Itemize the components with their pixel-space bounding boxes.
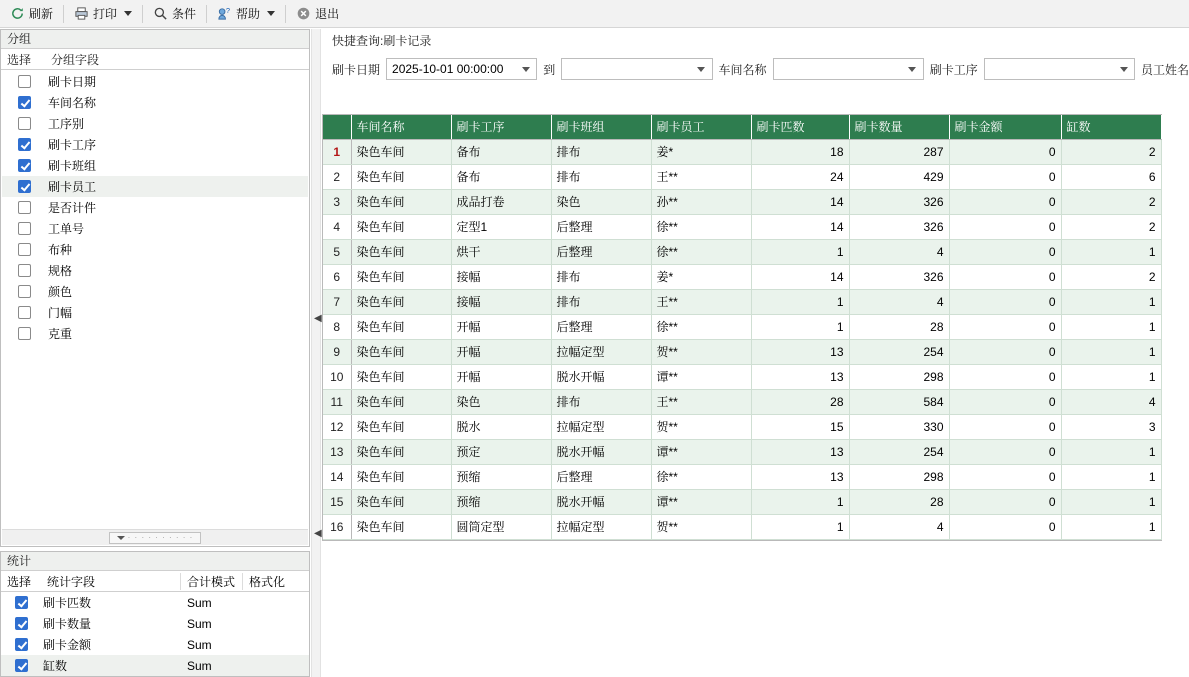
row-number: 6 <box>323 264 351 289</box>
cell-vats: 4 <box>1061 389 1161 414</box>
list-item[interactable] <box>1 613 309 634</box>
cell-vats: 1 <box>1061 489 1161 514</box>
group-item-label-11: 门幅 <box>48 306 73 320</box>
cell-amount: 0 <box>949 264 1061 289</box>
cell-process: 定型1 <box>451 214 551 239</box>
cell-process: 脱水 <box>451 414 551 439</box>
date-to-input[interactable] <box>561 58 712 80</box>
table-row[interactable] <box>323 364 1161 389</box>
stat-checkbox-1[interactable] <box>1 617 41 630</box>
chevron-down-icon[interactable] <box>124 11 132 16</box>
toolbar-separator-4 <box>285 5 286 23</box>
cell-employee: 姜* <box>651 139 751 164</box>
group-item-label-4: 刷卡班组 <box>48 159 97 173</box>
cell-quantity: 584 <box>849 389 949 414</box>
table-row[interactable] <box>323 439 1161 464</box>
group-checkbox-5[interactable] <box>2 180 46 193</box>
group-item-label-12: 克重 <box>48 327 73 341</box>
table-row[interactable] <box>323 389 1161 414</box>
cell-employee: 徐** <box>651 464 751 489</box>
list-item[interactable] <box>2 302 308 323</box>
row-number: 9 <box>323 339 351 364</box>
cell-quantity: 326 <box>849 214 949 239</box>
filter-bar <box>332 55 1189 83</box>
left-panel <box>0 29 310 677</box>
scroll-dots: · · · · · · · · · · <box>127 532 194 542</box>
cell-team: 拉幅定型 <box>551 339 651 364</box>
cell-process: 接幅 <box>451 289 551 314</box>
cell-process: 预缩 <box>451 464 551 489</box>
group-item-label-10: 颜色 <box>48 285 73 299</box>
exit-icon <box>296 6 311 21</box>
cell-amount: 0 <box>949 139 1061 164</box>
exit-label: 退出 <box>315 7 340 21</box>
cell-pieces: 1 <box>751 239 849 264</box>
cell-amount: 0 <box>949 339 1061 364</box>
cell-process: 开幅 <box>451 339 551 364</box>
table-row[interactable] <box>323 289 1161 314</box>
stat-checkbox-3[interactable] <box>1 659 41 672</box>
cell-pieces: 15 <box>751 414 849 439</box>
cell-team: 拉幅定型 <box>551 414 651 439</box>
cell-quantity: 254 <box>849 439 949 464</box>
cell-workshop: 染色车间 <box>351 364 451 389</box>
toolbar-separator-1 <box>63 5 64 23</box>
help-label: 帮助 <box>236 7 261 21</box>
date-from-value: 2025-10-01 00:00:00 <box>392 62 504 76</box>
cell-employee: 王** <box>651 289 751 314</box>
cell-pieces: 14 <box>751 214 849 239</box>
row-number: 15 <box>323 489 351 514</box>
list-item[interactable] <box>2 197 308 218</box>
row-number: 14 <box>323 464 351 489</box>
cell-employee: 贺** <box>651 414 751 439</box>
process-filter-label: 刷卡工序 <box>929 62 978 77</box>
chevron-down-icon-process[interactable] <box>1116 62 1131 77</box>
group-col-select: 选择 <box>7 52 32 67</box>
cell-employee: 王** <box>651 389 751 414</box>
cell-pieces: 1 <box>751 289 849 314</box>
cell-amount: 0 <box>949 214 1061 239</box>
cell-pieces: 14 <box>751 189 849 214</box>
main-toolbar <box>0 0 1189 28</box>
cell-vats: 2 <box>1061 139 1161 164</box>
cell-quantity: 28 <box>849 314 949 339</box>
row-number: 12 <box>323 414 351 439</box>
group-checkbox-10[interactable] <box>2 285 46 298</box>
condition-label: 条件 <box>172 7 197 21</box>
cell-vats: 2 <box>1061 214 1161 239</box>
row-number: 7 <box>323 289 351 314</box>
group-item-label-3: 刷卡工序 <box>48 138 97 152</box>
cell-team: 排布 <box>551 289 651 314</box>
group-checkbox-0[interactable] <box>2 75 46 88</box>
cell-quantity: 298 <box>849 364 949 389</box>
cell-quantity: 330 <box>849 414 949 439</box>
cell-workshop: 染色车间 <box>351 489 451 514</box>
cell-team: 排布 <box>551 139 651 164</box>
date-from-input[interactable] <box>386 58 537 80</box>
table-row[interactable] <box>323 164 1161 189</box>
cell-workshop: 染色车间 <box>351 314 451 339</box>
svg-text:?: ? <box>225 6 231 16</box>
group-horizontal-scrollbar[interactable] <box>2 529 308 545</box>
table-row[interactable] <box>323 339 1161 364</box>
cell-team: 后整理 <box>551 314 651 339</box>
cell-workshop: 染色车间 <box>351 464 451 489</box>
group-item-label-2: 工序别 <box>48 117 85 131</box>
group-checkbox-6[interactable] <box>2 201 46 214</box>
cell-process: 成品打卷 <box>451 189 551 214</box>
help-icon <box>217 6 232 21</box>
cell-employee: 徐** <box>651 314 751 339</box>
stat-item-label-2: 刷卡金额 <box>43 638 92 652</box>
table-row[interactable] <box>323 514 1161 539</box>
print-label: 打印 <box>93 7 118 21</box>
group-item-label-6: 是否计件 <box>48 201 97 215</box>
chevron-down-icon-date-to[interactable] <box>694 62 709 77</box>
cell-pieces: 1 <box>751 489 849 514</box>
cell-pieces: 13 <box>751 339 849 364</box>
row-number: 11 <box>323 389 351 414</box>
cell-workshop: 染色车间 <box>351 514 451 539</box>
cell-amount: 0 <box>949 289 1061 314</box>
stat-col-select: 选择 <box>7 574 32 589</box>
cell-vats: 1 <box>1061 464 1161 489</box>
chevron-down-icon-scroll <box>117 536 125 540</box>
cell-process: 开幅 <box>451 314 551 339</box>
cell-team: 排布 <box>551 264 651 289</box>
chevron-down-icon-workshop[interactable] <box>905 62 920 77</box>
cell-employee: 徐** <box>651 239 751 264</box>
row-number: 2 <box>323 164 351 189</box>
row-number: 16 <box>323 514 351 539</box>
row-number: 4 <box>323 214 351 239</box>
toolbar-separator-2 <box>142 5 143 23</box>
grid-header-workshop[interactable]: 车间名称 <box>351 115 451 139</box>
cell-amount: 0 <box>949 314 1061 339</box>
cell-team: 脱水开幅 <box>551 489 651 514</box>
cell-employee: 谭** <box>651 364 751 389</box>
group-checkbox-12[interactable] <box>2 327 46 340</box>
list-item[interactable] <box>2 113 308 134</box>
cell-amount: 0 <box>949 514 1061 539</box>
cell-workshop: 染色车间 <box>351 189 451 214</box>
cell-vats: 1 <box>1061 514 1161 539</box>
cell-team: 排布 <box>551 389 651 414</box>
list-item[interactable] <box>2 155 308 176</box>
stat-item-mode-1: Sum <box>187 616 212 631</box>
stat-item-mode-2: Sum <box>187 637 212 652</box>
cell-process: 备布 <box>451 139 551 164</box>
date-filter-label: 刷卡日期 <box>332 62 381 77</box>
cell-process: 烘干 <box>451 239 551 264</box>
group-item-label-7: 工单号 <box>48 222 85 236</box>
cell-amount: 0 <box>949 464 1061 489</box>
cell-workshop: 染色车间 <box>351 339 451 364</box>
list-item[interactable] <box>2 323 308 344</box>
statistics-panel <box>0 551 310 677</box>
table-row[interactable] <box>323 214 1161 239</box>
cell-employee: 谭** <box>651 489 751 514</box>
list-item[interactable] <box>2 92 308 113</box>
cell-vats: 2 <box>1061 264 1161 289</box>
page-title: 快捷查询:刷卡记录 <box>332 34 432 48</box>
cell-process: 圆筒定型 <box>451 514 551 539</box>
group-checkbox-7[interactable] <box>2 222 46 235</box>
group-checkbox-1[interactable] <box>2 96 46 109</box>
list-item[interactable] <box>2 239 308 260</box>
group-columns-header <box>1 49 309 70</box>
cell-employee: 王** <box>651 164 751 189</box>
cell-amount: 0 <box>949 414 1061 439</box>
stat-checkbox-2[interactable] <box>1 638 41 651</box>
cell-quantity: 4 <box>849 239 949 264</box>
cell-quantity: 4 <box>849 514 949 539</box>
refresh-icon <box>10 6 25 21</box>
group-panel-title: 分组 <box>1 30 309 49</box>
refresh-button[interactable] <box>4 2 59 26</box>
list-item[interactable] <box>2 176 308 197</box>
search-icon <box>153 6 168 21</box>
data-grid[interactable] <box>322 114 1162 541</box>
cell-quantity: 4 <box>849 289 949 314</box>
cell-workshop: 染色车间 <box>351 139 451 164</box>
cell-workshop: 染色车间 <box>351 414 451 439</box>
table-row[interactable] <box>323 264 1161 289</box>
cell-amount: 0 <box>949 439 1061 464</box>
list-item[interactable] <box>1 592 309 613</box>
chevron-down-icon-help[interactable] <box>267 11 275 16</box>
cell-vats: 1 <box>1061 339 1161 364</box>
cell-quantity: 326 <box>849 264 949 289</box>
cell-process: 染色 <box>451 389 551 414</box>
cell-vats: 6 <box>1061 164 1161 189</box>
group-fields-panel <box>0 29 310 547</box>
row-number: 5 <box>323 239 351 264</box>
chevron-down-icon-date-from[interactable] <box>518 62 533 77</box>
cell-vats: 1 <box>1061 289 1161 314</box>
cell-workshop: 染色车间 <box>351 239 451 264</box>
list-item[interactable] <box>1 655 309 676</box>
cell-employee: 徐** <box>651 214 751 239</box>
list-item[interactable] <box>2 281 308 302</box>
cell-workshop: 染色车间 <box>351 214 451 239</box>
cell-quantity: 429 <box>849 164 949 189</box>
group-checkbox-4[interactable] <box>2 159 46 172</box>
cell-process: 开幅 <box>451 364 551 389</box>
row-number: 13 <box>323 439 351 464</box>
cell-amount: 0 <box>949 364 1061 389</box>
scrollbar-thumb[interactable] <box>109 532 201 544</box>
cell-quantity: 298 <box>849 464 949 489</box>
condition-button[interactable] <box>147 2 202 26</box>
row-number: 3 <box>323 189 351 214</box>
cell-vats: 1 <box>1061 364 1161 389</box>
group-item-label-0: 刷卡日期 <box>48 75 97 89</box>
workshop-filter-label: 车间名称 <box>718 62 767 77</box>
cell-employee: 谭** <box>651 439 751 464</box>
cell-team: 拉幅定型 <box>551 514 651 539</box>
grid-body <box>323 139 1161 539</box>
list-item[interactable] <box>1 634 309 655</box>
cell-pieces: 13 <box>751 364 849 389</box>
statistics-columns-header <box>1 571 309 592</box>
grid-header-quantity[interactable]: 刷卡数量 <box>849 115 949 139</box>
cell-process: 预缩 <box>451 489 551 514</box>
date-to-label: 到 <box>543 62 556 77</box>
group-checkbox-11[interactable] <box>2 306 46 319</box>
grid-header-rownum <box>323 115 351 139</box>
cell-pieces: 14 <box>751 264 849 289</box>
cell-workshop: 染色车间 <box>351 289 451 314</box>
list-item[interactable] <box>2 218 308 239</box>
help-button[interactable] <box>211 2 281 26</box>
cell-quantity: 326 <box>849 189 949 214</box>
list-item[interactable] <box>2 134 308 155</box>
stat-item-mode-3: Sum <box>187 658 212 673</box>
table-row[interactable] <box>323 189 1161 214</box>
cell-workshop: 染色车间 <box>351 264 451 289</box>
cell-team: 染色 <box>551 189 651 214</box>
cell-process: 备布 <box>451 164 551 189</box>
group-item-label-5: 刷卡员工 <box>48 180 97 194</box>
grid-header-vats[interactable]: 缸数 <box>1061 115 1161 139</box>
cell-quantity: 254 <box>849 339 949 364</box>
group-item-label-1: 车间名称 <box>48 96 97 110</box>
table-row[interactable] <box>323 489 1161 514</box>
group-col-field: 分组字段 <box>51 52 100 67</box>
grid-header-team[interactable]: 刷卡班组 <box>551 115 651 139</box>
table-row[interactable] <box>323 239 1161 264</box>
cell-vats: 1 <box>1061 314 1161 339</box>
print-icon <box>74 6 89 21</box>
cell-pieces: 1 <box>751 314 849 339</box>
table-row[interactable] <box>323 314 1161 339</box>
group-checkbox-3[interactable] <box>2 138 46 151</box>
stat-item-mode-0: Sum <box>187 595 212 610</box>
refresh-label: 刷新 <box>29 7 54 21</box>
cell-vats: 3 <box>1061 414 1161 439</box>
grid-header-row <box>323 115 1161 139</box>
cell-employee: 孙** <box>651 189 751 214</box>
cell-process: 接幅 <box>451 264 551 289</box>
employee-filter-label: 员工姓名 <box>1141 62 1189 77</box>
cell-pieces: 24 <box>751 164 849 189</box>
panel-splitter[interactable] <box>311 29 321 677</box>
cell-pieces: 13 <box>751 464 849 489</box>
cell-employee: 贺** <box>651 339 751 364</box>
stat-checkbox-0[interactable] <box>1 596 41 609</box>
cell-vats: 1 <box>1061 239 1161 264</box>
cell-quantity: 28 <box>849 489 949 514</box>
exit-button[interactable] <box>290 2 345 26</box>
cell-team: 后整理 <box>551 464 651 489</box>
stat-col-format: 格式化 <box>249 574 286 589</box>
grid-header-process[interactable]: 刷卡工序 <box>451 115 551 139</box>
cell-amount: 0 <box>949 164 1061 189</box>
row-number: 10 <box>323 364 351 389</box>
row-number: 1 <box>323 139 351 164</box>
cell-pieces: 1 <box>751 514 849 539</box>
cell-team: 脱水开幅 <box>551 364 651 389</box>
cell-team: 后整理 <box>551 214 651 239</box>
group-checkbox-9[interactable] <box>2 264 46 277</box>
list-item[interactable] <box>2 260 308 281</box>
cell-quantity: 287 <box>849 139 949 164</box>
toolbar-separator-3 <box>206 5 207 23</box>
stat-item-label-0: 刷卡匹数 <box>43 596 92 610</box>
group-checkbox-8[interactable] <box>2 243 46 256</box>
list-item[interactable] <box>2 71 308 92</box>
cell-pieces: 18 <box>751 139 849 164</box>
chevron-left-icon-2[interactable]: ◀ <box>314 528 322 539</box>
statistics-panel-title: 统计 <box>1 552 309 571</box>
cell-team: 后整理 <box>551 239 651 264</box>
cell-pieces: 28 <box>751 389 849 414</box>
process-select[interactable] <box>984 58 1135 80</box>
cell-workshop: 染色车间 <box>351 389 451 414</box>
cell-amount: 0 <box>949 489 1061 514</box>
table-row[interactable] <box>323 464 1161 489</box>
cell-process: 预定 <box>451 439 551 464</box>
cell-workshop: 染色车间 <box>351 164 451 189</box>
grid-header-amount[interactable]: 刷卡金额 <box>949 115 1061 139</box>
stat-col-field: 统计字段 <box>41 573 181 590</box>
stat-item-label-3: 缸数 <box>43 659 68 673</box>
cell-team: 排布 <box>551 164 651 189</box>
group-field-list[interactable] <box>2 71 308 526</box>
cell-amount: 0 <box>949 239 1061 264</box>
cell-employee: 姜* <box>651 264 751 289</box>
stat-item-label-1: 刷卡数量 <box>43 617 92 631</box>
cell-workshop: 染色车间 <box>351 439 451 464</box>
row-number: 8 <box>323 314 351 339</box>
grid-header-employee[interactable]: 刷卡员工 <box>651 115 751 139</box>
table-row[interactable] <box>323 414 1161 439</box>
group-item-label-9: 规格 <box>48 264 73 278</box>
cell-amount: 0 <box>949 389 1061 414</box>
cell-pieces: 13 <box>751 439 849 464</box>
cell-team: 脱水开幅 <box>551 439 651 464</box>
group-checkbox-2[interactable] <box>2 117 46 130</box>
chevron-left-icon[interactable]: ◀ <box>314 313 322 324</box>
cell-amount: 0 <box>949 189 1061 214</box>
workshop-select[interactable] <box>773 58 924 80</box>
cell-vats: 2 <box>1061 189 1161 214</box>
group-item-label-8: 布种 <box>48 243 73 257</box>
cell-vats: 1 <box>1061 439 1161 464</box>
cell-employee: 贺** <box>651 514 751 539</box>
table-row[interactable] <box>323 139 1161 164</box>
stat-col-mode: 合计模式 <box>181 573 243 590</box>
print-button[interactable] <box>68 2 138 26</box>
grid-header-pieces[interactable]: 刷卡匹数 <box>751 115 849 139</box>
